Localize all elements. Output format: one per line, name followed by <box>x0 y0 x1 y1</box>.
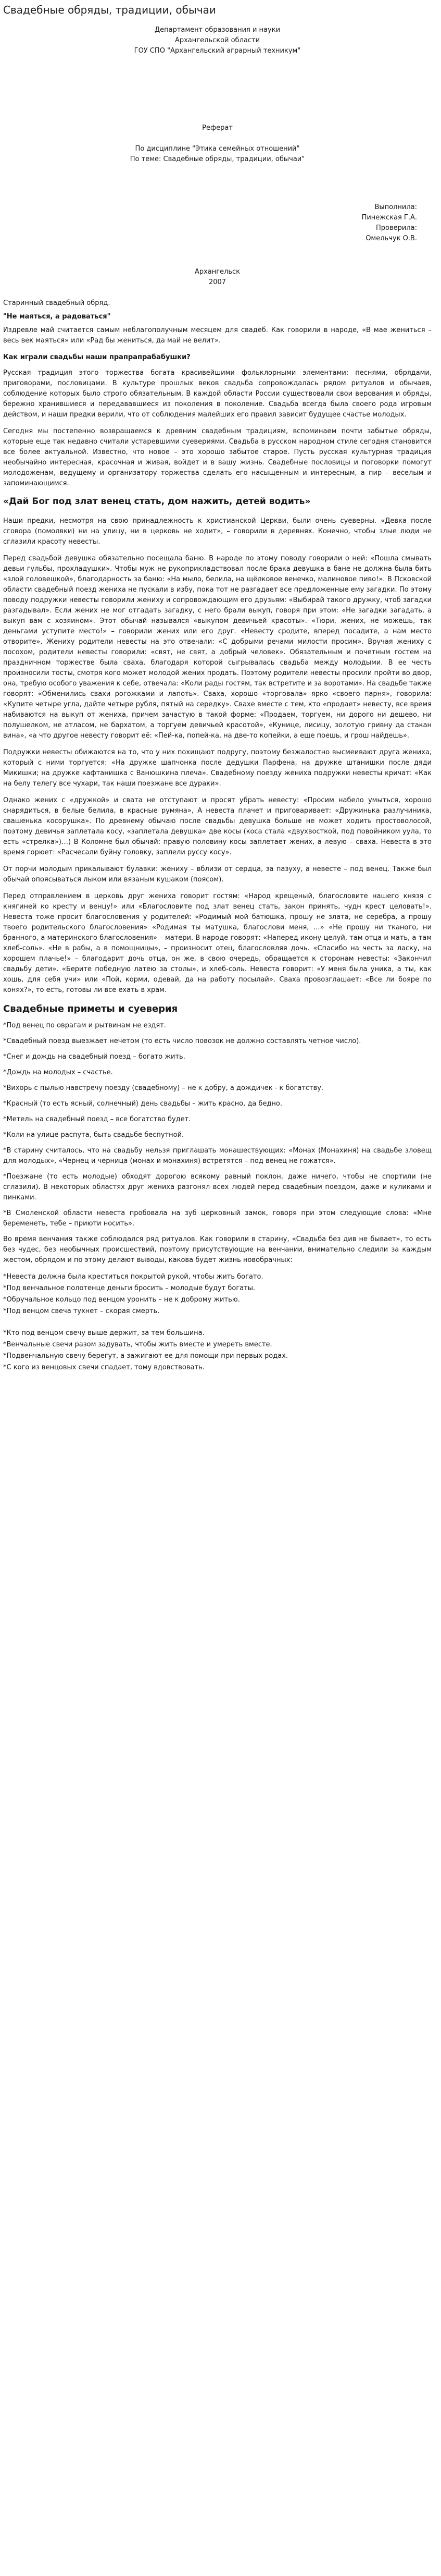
paragraph: Наши предки, несмотря на свою принадлежность к христианской Церкви, были очень суеверны. «Девка после сговора (помолвки) ни на улицу, ни в церковь не ходит», – говорили в деревнях. Конечно, чтобы злые люди не сглазили красоту невесты. <box>3 517 432 546</box>
checker-label: Проверила: <box>376 224 417 232</box>
paragraph: Сегодня мы постепенно возвращаемся к древним свадебным традициям, вспоминаем почти забытые обряды, которые еще так недавно считали устаревшими суевериями. Свадьба в русском народном стиле сегодня становится все более актуальной. Известно, что новое – это хорошо забытое старое. Пусть русская культурная традиция необычайно интересная, красочная и живая, войдет и в вашу жизнь. Свадебные пословицы и поговорки помогут молодоженам, ведущему и организатору торжества сделать его насыщенным и интересным, а пир – веселым и запоминающимся. <box>3 427 432 487</box>
omens-list <box>3 1021 432 1229</box>
title-header <box>3 25 432 56</box>
year: 2007 <box>208 278 226 286</box>
header-line-region: Архангельской области <box>174 36 260 44</box>
paragraph: Однако жених с «дружкой» и свата не отступают и просят убрать невесту: «Просим набело умыться, хорошо снарядиться, в белые белила, в красные румяна», А невеста плачет и приговаривает: «Дружинька разлучиника, свашенька косорушка». По древнему обычаю после свадьбы девушка больше не может ходить простоволосой, поэтому девичья заплетала косу, «заплетала девушка» две косы (коса стала «двухвосткой, под повойником уула, то есть «стрелка»)…) В Коломне был обычай: правую половину косы заплетает жених, а левую – сваха. Невеста в это время горюет: «Расчесали буйну головку, заплели руссу косу». <box>3 796 432 856</box>
checker-name: Омельчук О.В. <box>366 235 417 242</box>
document-page <box>0 3 435 1373</box>
report-label: Реферат <box>202 124 233 132</box>
paragraph: От порчи молодым прикалывают булавки: жениху – вблизи от сердца, за пазуху, а невесте – под венец. Также был обычай опоясываться лыком или вязаным кушаком (поясом). <box>3 865 432 884</box>
city-year-block <box>3 267 432 288</box>
page-title: Свадебные обряды, традиции, обычаи <box>3 4 216 16</box>
list-item: *Обручальное кольцо под венцом уронить – не к доброму житью. <box>3 1296 240 1304</box>
paragraph: Перед свадьбой девушка обязательно посещала баню. В народе по этому поводу говорили о ней: «Пошла смывать девьи гульбы, прохладушки». Чтобы муж не рукоприкладствовал после брака девушка в бане не должна была бить «злой головешкой», благодарность за баню: «На мыло, белила, на щёлковое венечко, малиновое пиво!». В Псковской области свадебный поезд жениха не пускали в избу, пока тот не разгадает все предложенные ему загадки. По этому поводу подружки невесты говорили жениху и сопровождающим его друзьям: «Выбирай такого дружку, чтоб загадки разгадывал». Если жених не мог отгадать загадку, с него брали выкуп, говоря при этом: «Не загадки загадать, а выкуп вам с хозяином». Этот обычай назывался «выкупом девичьей красоты». «Тюри, жених, не можешь, так деньгами уступите место!» – говорили жених или его друг. «Невесту сродите, вперед посадите, а нам место отворите». Жениху родители невесты на это отвечали: «С добрыми речами милости просим». Вручая жениху с посохом, родители невесты говорили: «свят, не свят, а добрый человек». Обязательным и почетным гостем на праздничном торжестве была сваха, благодаря которой сыгрывалась свадьба между молодыми. В ее честь произносили тосты, смотря кого может молодой жених продать. Поэтому родители невесты просили пройти во двор, она, требую особого уважения к себе, отвечала: «Коли рады гостям, так встретите и за воротами». На свадьбе также говорят: «Обменились свахи рогожками и лапоть». Сваха, хорошо «торговала» ярко «своего парня», говорила: «Купите четыре угла, дайте четыре рубля, пятый на середку». Свахе вместе с тем, кто «продает» невесту, все время набиваются на выкуп от жениха, причем зачастую в такой форме: «Продаем, торгуем, ни дорого ни дешево, ни полушелком, не атласом, не бархатом, а торгуем девичьей красотой», «Кунице, лисицу, золотую гривну да стакан вина», «а что другое невесту говорит её: «Пей-ка, попей-ка, на две-то копейки, а еще поешь, и грош найдешь». <box>3 555 432 740</box>
list-item: *Коли на улице распута, быть свадьбе беспутной. <box>3 1131 184 1139</box>
list-item: *Снег и дождь на свадебный поезд – богато жить. <box>3 1053 185 1061</box>
author-label: Выполнила: <box>374 203 417 211</box>
list-item: *Под венец по оврагам и рытвинам не ездят. <box>3 1022 166 1029</box>
main-content <box>3 298 432 1373</box>
intro-quote: "Не маяться, а радоваться" <box>3 313 111 321</box>
list-item: *В Смоленской области невеста пробовала на зуб церковный замок, говоря при этом следующие слова: «Мне беременеть, тебе – приюти носить». <box>3 1209 432 1228</box>
list-item: *Венчальные свечи разом задувать, чтобы жить вместе и умереть вместе. <box>3 1341 272 1348</box>
city: Архангельск <box>194 268 241 276</box>
section-heading-omens: Свадебные приметы и суеверия <box>3 1003 178 1014</box>
discipline-line: По дисциплине "Этика семейных отношений" <box>135 145 300 153</box>
list-item: *Метель на свадебный поезд – все богатство будет. <box>3 1115 191 1123</box>
topic-line: По теме: Свадебные обряды, традиции, обычаи" <box>130 155 305 163</box>
title-block <box>3 123 432 165</box>
list-item: *Под венцом свеча тухнет – скорая смерть. <box>3 1307 160 1315</box>
list-item: *В старину считалось, что на свадьбу нельзя приглашать монашествующих: «Монах (Монахиня) на свадьбе зловещ для молодых», «Чернец и черница (монах и монахиня) встретятся – под венец не гожатся». <box>3 1147 432 1165</box>
paragraph: Издревле май считается самым неблагополучным месяцем для свадеб. Как говорили в народе, «В мае жениться – весь век маяться» или «Рад бы жениться, да май не велит». <box>3 326 432 345</box>
paragraph: Во время венчания также соблюдался ряд ритуалов. Как говорили в старину, «Свадьба без див не бывает», то есть без чудес, без необычных происшествий, поэтому присутствующие на венчании, внимательно следили за каждым жестом, обрядом и по этому делают выводы, какова будет жизнь новобрачных: <box>3 1235 432 1264</box>
list-item: *Под венчальное полотенце деньги бросить – молодые будут богаты. <box>3 1284 256 1292</box>
list-item: *Подвенчальную свечу берегут, а зажигают ее для помощи при первых родах. <box>3 1352 288 1360</box>
intro-title: Старинный свадебный обряд. <box>3 299 110 307</box>
list-item: *Красный (то есть ясный, солнечный) день свадьбы – жить красно, да бедно. <box>3 1100 283 1108</box>
author-block <box>3 202 432 244</box>
proverb-heading: «Дай Бог под злат венец стать, дом нажить, детей водить» <box>3 496 311 507</box>
list-item: *Вихорь с пылью навстречу поезду (свадебному) – не к добру, а дождичек - к богатству. <box>3 1084 324 1092</box>
header-line-department: Департамент образования и науки <box>154 26 281 34</box>
list-item: *Свадебный поезд выезжает нечетом (то есть число повозок не должно составлять четное число). <box>3 1037 361 1045</box>
list-item: *Невеста должна была креститься покрытой рукой, чтобы жить богато. <box>3 1273 263 1281</box>
list-item: *Кто под венцом свечу выше держит, за тем большина. <box>3 1329 205 1337</box>
question-heading: Как играли свадьбы наши прапрапрабабушки? <box>3 353 191 361</box>
list-item: *Дождь на молодых – счастье. <box>3 1069 113 1076</box>
wedding-omens-list-1 <box>3 1272 432 1317</box>
paragraph: Перед отправлением в церковь друг жениха говорит гостям: «Народ крещеный, благословите нашего князя с княгиней ко кресту и венцу!» или «Благословите под злат венец стать, закон принять, чудн крест целовать!». Невеста тоже просит благословения у родителей: «Родимый мой батюшка, прошу не злата, не серебра, а прошу твоего родительского благословения» «Родимая ты матушка, благослови меня, ...» «Не прошу ни тканого, ни бранного, а материнского благословения» – матери. В народе говорят: «Наперед икону целуй, там отца и мать, а там хлеб-соль». «Не в рабы, а в помощницы», – произносит отец, благословляя дочь. «Спасибо на честь за ласку, на хорошем плачье!» – благодарит дочь отца, он же, в свою очередь, обращается к сторонам невесты: «Закончил свадьбу дети». «Берите победную латею за столы», и хлеб-соль. Невеста говорит: «У меня была уника, а ты, как хошь, для себя учи» или «Пой, корми, одевай, да на работу посылай». Сваха провозглашает: «Все ли бояре по конях?», то есть, готовы ли все ехать в храм. <box>3 892 432 994</box>
list-item: *С кого из венцовых свечи спадает, тому вдовствовать. <box>3 1364 205 1371</box>
paragraph: Русская традиция этого торжества богата красивейшими фольклорными элементами: песнями, обрядами, приговорами, пословицами. В культуре прошлых веков свадьба сопровождалась рядом ритуалов и обычаев, соблюдение которых было строго обязательным. В каждой области России существовали свои верования и обряды, бережно хранившиеся и передававшиеся из поколения в поколение. Свадьба всегда была своего рода игровым действом, и наши предки верили, что от соблюдения малейших его правил зависит будущее счастье молодых. <box>3 369 432 419</box>
author-name: Пинежская Г.А. <box>361 214 417 222</box>
header-line-school: ГОУ СПО "Архангельский аграрный техникум" <box>134 47 301 55</box>
wedding-omens-list-2 <box>3 1328 432 1373</box>
list-item: *Поезжане (то есть молодые) обходят дорогою всякому равный поклон, даже ничего, чтобы не спортили (не сглазили). В некоторых областях друг жениха разгонял всех людей перед свадебным поездом, даже и куликами и пинками. <box>3 1173 432 1201</box>
paragraph: Подружки невесты обижаются на то, что у них похищают подругу, поэтому безжалостно высмеивают друга жениха, который с ними торгуется: «На дружке шапчонка после дедушки Парфена, на дружке штанишки после дяди Микишки; на дружке кафтанишка с Ванюшкина плеча». Свадебному поезду жениха подружки невесты кричат: «Как на белу телегу все чухари, так наши поезжане все дураки». <box>3 749 432 788</box>
